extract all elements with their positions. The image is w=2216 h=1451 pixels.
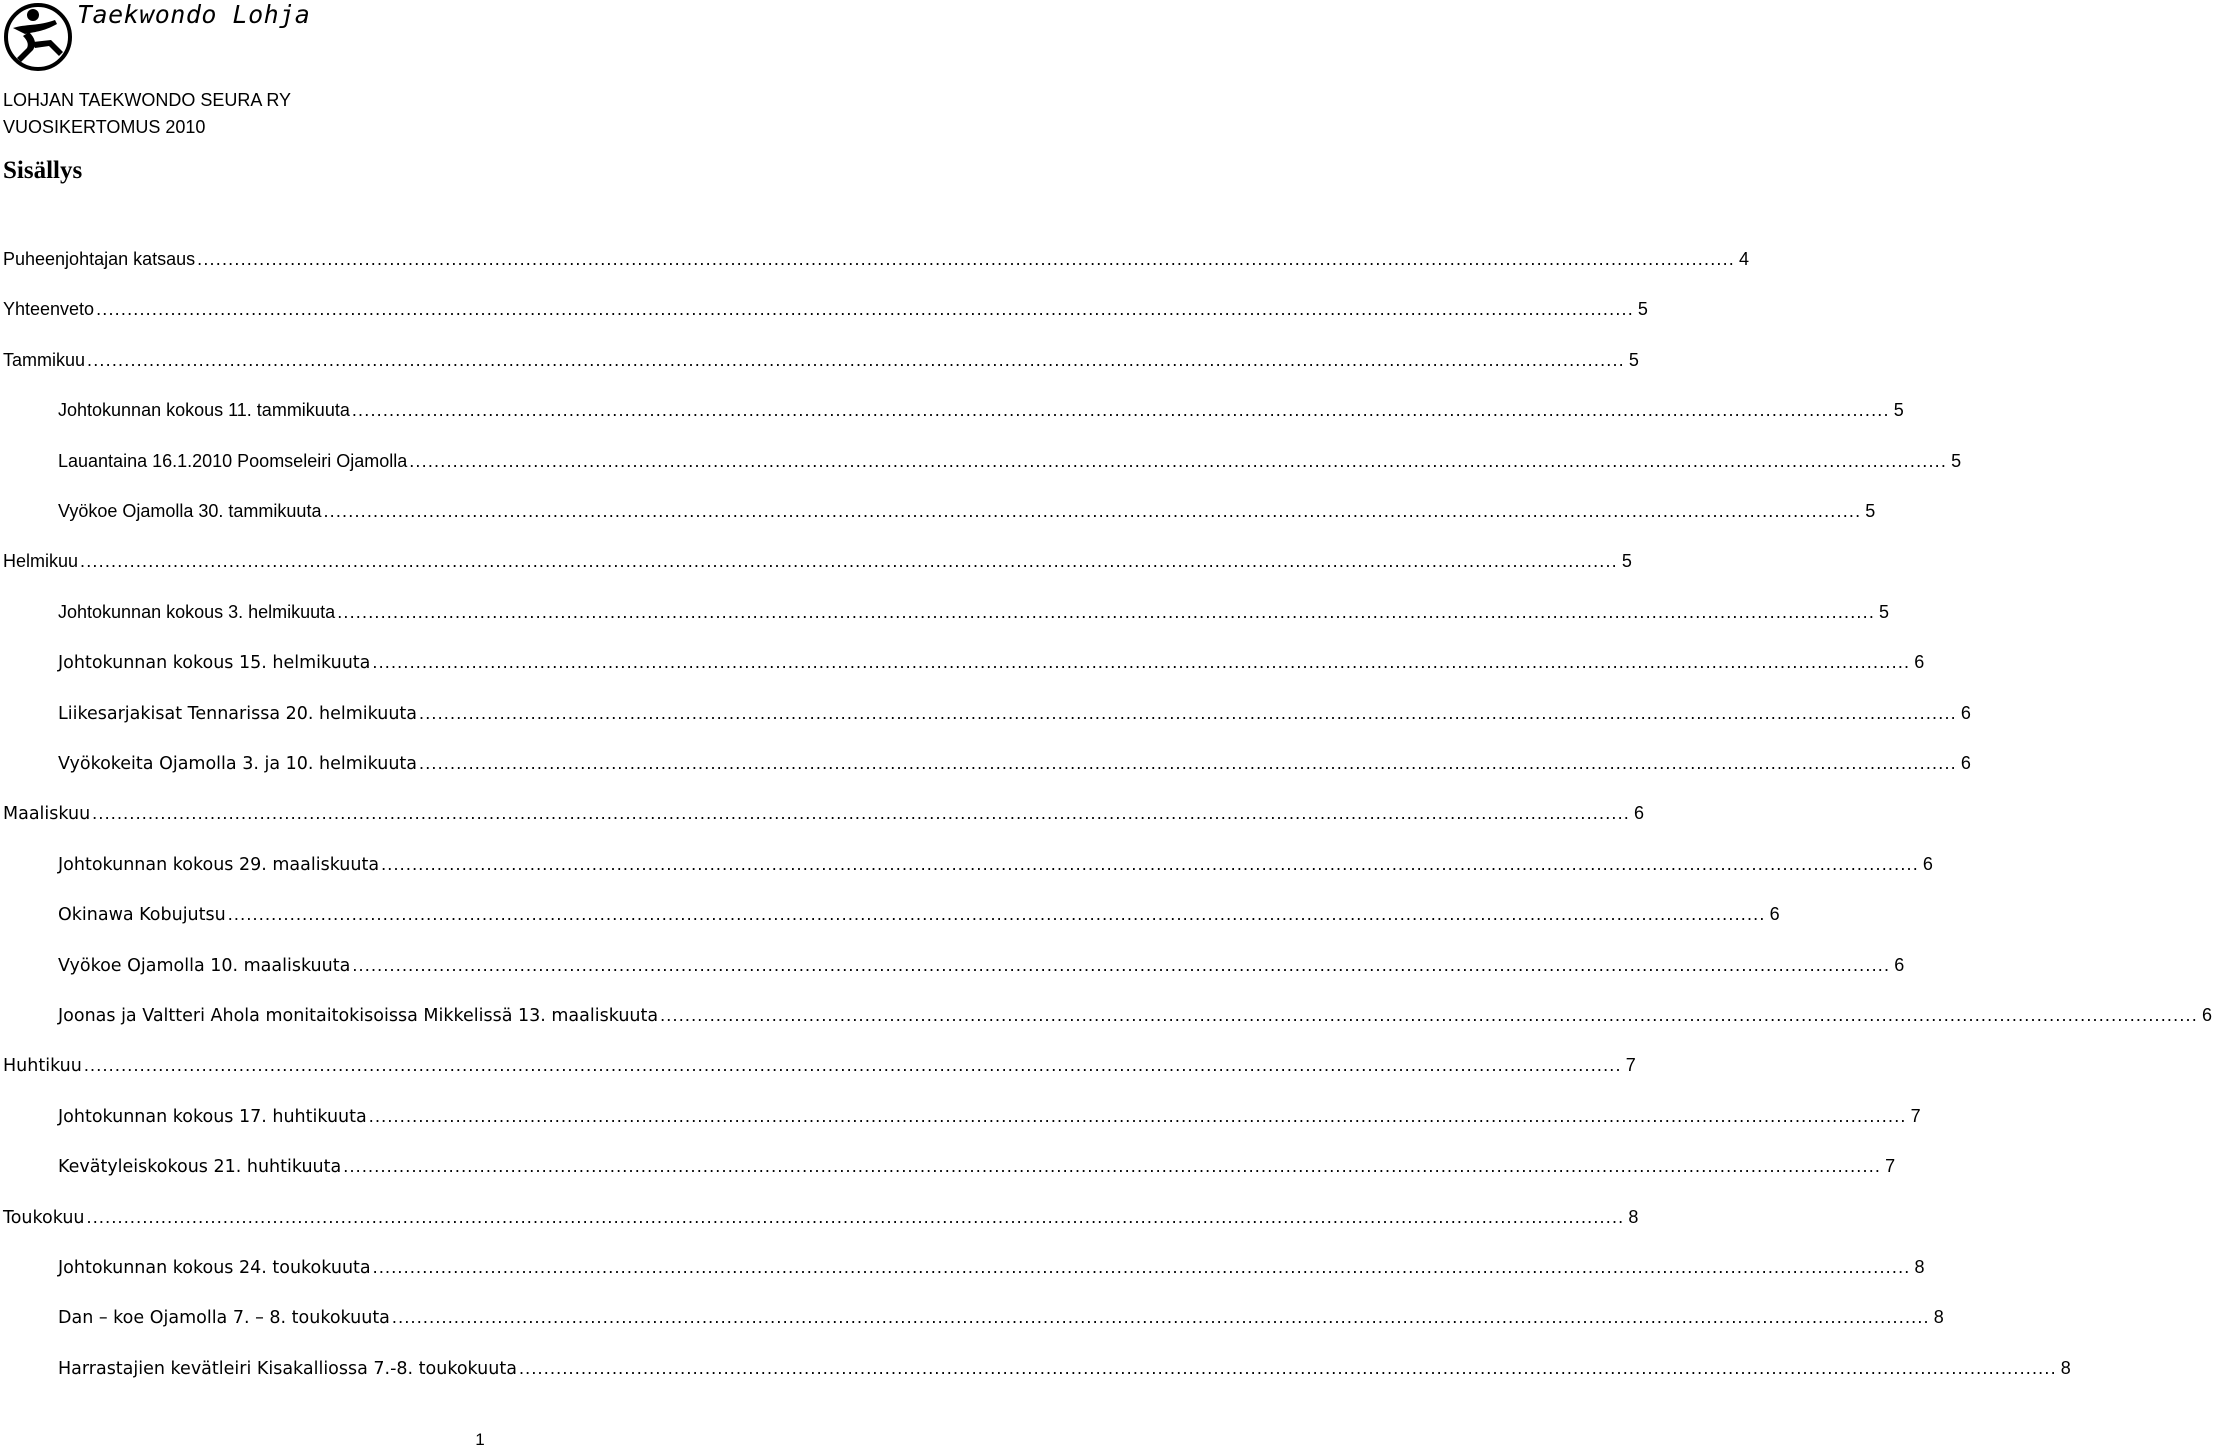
toc-entry[interactable]	[0, 1203, 1639, 1231]
toc-entry[interactable]	[0, 749, 1971, 777]
toc-entry-page: 6	[1914, 652, 1925, 673]
toc-entry[interactable]	[0, 1051, 1636, 1079]
org-heading	[3, 87, 291, 141]
toc-leader-dots	[660, 1001, 2198, 1029]
toc-entry-page: 5	[1893, 400, 1904, 421]
toc-leader-dots	[337, 598, 1875, 626]
org-name: LOHJAN TAEKWONDO SEURA RY	[3, 90, 292, 110]
toc-entry-page: 8	[1914, 1257, 1925, 1277]
toc-entry[interactable]	[0, 497, 1876, 525]
toc-entry-page: 8	[2060, 1357, 2071, 1378]
toc-entry-label: Johtokunnan kokous 15. helmikuuta	[58, 653, 371, 674]
toc-leader-dots	[419, 699, 1957, 727]
toc-entry[interactable]	[0, 900, 1780, 928]
toc-entry-page: 6	[1922, 853, 1933, 874]
toc-entry-label: Yhteenveto	[3, 299, 95, 320]
toc-entry-page: 6	[1960, 702, 1971, 723]
toc-entry[interactable]	[0, 447, 1962, 475]
toc-entry-label: Huhtikuu	[3, 1056, 82, 1077]
toc-title: Sisällys	[3, 157, 83, 184]
toc-leader-dots	[323, 497, 1861, 525]
toc-leader-dots	[369, 1102, 1907, 1130]
toc-entry-page: 8	[1628, 1206, 1639, 1227]
club-logo-icon	[3, 2, 73, 72]
toc-entry-label: Puheenjohtajan katsaus	[3, 249, 196, 269]
toc-entry[interactable]	[0, 699, 1971, 727]
toc-entry-label: Johtokunnan kokous 3. helmikuuta	[58, 601, 336, 622]
toc-entry-label: Vyökokeita Ojamolla 3. ja 10. helmikuuta	[58, 754, 417, 774]
toc-entry-page: 5	[1637, 299, 1648, 320]
toc-entry[interactable]	[0, 1001, 2212, 1029]
toc-entry-label: Dan – koe Ojamolla 7. – 8. toukokuuta	[58, 1308, 390, 1329]
toc-entry-page: 5	[1879, 601, 1890, 622]
toc-leader-dots	[80, 547, 1618, 575]
toc-entry-label: Lauantaina 16.1.2010 Poomseleiri Ojamolla	[58, 450, 408, 471]
toc-entry-label: Helmikuu	[3, 551, 79, 572]
toc-entry-label: Johtokunnan kokous 29. maaliskuuta	[58, 854, 380, 875]
toc-entry[interactable]	[0, 346, 1639, 374]
toc-entry[interactable]	[0, 1253, 1925, 1281]
toc-entry[interactable]	[0, 799, 1645, 827]
page-number: 1	[475, 1430, 485, 1449]
toc-entry-label: Liikesarjakisat Tennarissa 20. helmikuuta	[58, 703, 417, 724]
toc-entry[interactable]	[0, 951, 1905, 979]
toc-entry-page: 7	[1625, 1055, 1636, 1076]
toc-entry-page: 5	[1621, 551, 1632, 572]
toc-entry-page: 5	[1951, 450, 1962, 471]
toc-entry-page: 6	[1769, 904, 1780, 925]
toc-entry[interactable]	[0, 295, 1648, 323]
toc-leader-dots	[197, 245, 1735, 273]
toc-entry-page: 6	[1634, 803, 1645, 824]
toc-leader-dots	[343, 1152, 1881, 1180]
toc-leader-dots	[372, 648, 1910, 676]
toc-leader-dots	[381, 850, 1919, 878]
toc-leader-dots	[87, 346, 1625, 374]
toc-entry[interactable]	[0, 1102, 1921, 1130]
toc-entry-page: 6	[1894, 954, 1905, 975]
toc-entry[interactable]	[0, 396, 1904, 424]
toc-leader-dots	[84, 1051, 1622, 1079]
toc-leader-dots	[373, 1253, 1911, 1281]
toc-entry-page: 7	[1910, 1105, 1921, 1126]
toc-leader-dots	[96, 295, 1634, 323]
toc-entry[interactable]	[0, 547, 1632, 575]
toc-entry-label: Toukokuu	[3, 1207, 85, 1228]
toc-leader-dots	[392, 1303, 1930, 1331]
toc-entry-page: 6	[1960, 753, 1971, 773]
toc-leader-dots	[352, 396, 1890, 424]
toc-leader-dots	[419, 749, 1957, 777]
toc-leader-dots	[409, 447, 1947, 475]
toc-entry-label: Johtokunnan kokous 11. tammikuuta	[58, 400, 350, 421]
toc-entry-label: Harrastajien kevätleiri Kisakalliossa 7.-8. toukokuuta	[58, 1358, 517, 1379]
toc-entry[interactable]	[0, 648, 1925, 676]
toc-entry-page: 8	[1933, 1307, 1944, 1328]
toc-leader-dots	[92, 799, 1630, 827]
toc-entry-label: Vyökoe Ojamolla 10. maaliskuuta	[58, 955, 351, 976]
toc-entry-label: Tammikuu	[3, 349, 86, 370]
brand-title: Taekwondo Lohja	[77, 0, 311, 29]
toc-entry-label: Kevätyleiskokous 21. huhtikuuta	[58, 1157, 342, 1178]
toc-entry-page: 5	[1865, 501, 1876, 521]
toc-entry-label: Vyökoe Ojamolla 30. tammikuuta	[58, 501, 322, 521]
toc-entry[interactable]	[0, 1152, 1896, 1180]
toc-entry-label: Johtokunnan kokous 24. toukokuuta	[58, 1258, 371, 1278]
toc-entry[interactable]	[0, 1303, 1944, 1331]
toc-entry-label: Johtokunnan kokous 17. huhtikuuta	[58, 1106, 367, 1127]
toc-entry[interactable]	[0, 850, 1933, 878]
toc-entry[interactable]	[0, 598, 1890, 626]
toc-entry-label: Maaliskuu	[3, 804, 91, 825]
toc-entry-page: 5	[1628, 349, 1639, 370]
toc-leader-dots	[228, 900, 1766, 928]
report-title: VUOSIKERTOMUS 2010	[3, 117, 206, 137]
toc-entry-label: Okinawa Kobujutsu	[58, 905, 226, 926]
toc-leader-dots	[87, 1203, 1625, 1231]
toc-entry[interactable]	[0, 245, 1750, 273]
toc-leader-dots	[519, 1354, 2057, 1382]
toc-entry[interactable]	[0, 1354, 2071, 1382]
toc-leader-dots	[352, 951, 1890, 979]
toc-entry-page: 6	[2201, 1005, 2212, 1025]
toc-entry-label: Joonas ja Valtteri Ahola monitaitokisoissa Mikkelissä 13. maaliskuuta	[58, 1006, 659, 1026]
toc-entry-page: 7	[1885, 1156, 1896, 1177]
toc-entry-page: 4	[1739, 249, 1750, 269]
